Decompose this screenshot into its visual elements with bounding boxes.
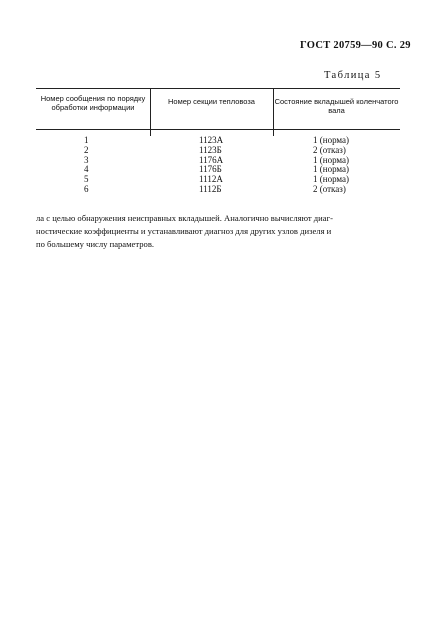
column-header-bearing-state: Состояние вкладышей коленчатого вала [274, 97, 399, 115]
cell-section-number: 1112А [199, 174, 223, 185]
table-header-rule [36, 129, 400, 130]
cell-message-number: 1 [84, 135, 89, 145]
paragraph-line: ностические коэффициенты и устанавливают диагноз для других узлов дизеля и [36, 226, 332, 236]
cell-bearing-state: 1 (норма) [313, 174, 350, 185]
column-header-message-number: Номер сообщения по порядку обработки информации [40, 94, 146, 112]
paragraph-line: по большему числу параметров. [36, 239, 155, 249]
cell-message-number: 5 [84, 174, 89, 185]
table-row [36, 185, 400, 195]
cell-bearing-state: 1 (норма) [313, 135, 350, 145]
data-table [36, 88, 400, 202]
table-body [36, 136, 400, 195]
cell-section-number: 1123А [199, 135, 224, 145]
cell-message-number: 3 [84, 154, 89, 165]
table-top-rule [36, 88, 400, 89]
cell-message-number: 4 [84, 164, 89, 175]
cell-message-number: 6 [84, 183, 89, 194]
column-header-section-number: Номер секции тепловоза [168, 97, 255, 106]
cell-bearing-state: 2 (отказ) [313, 183, 346, 194]
cell-bearing-state: 1 (норма) [313, 154, 350, 165]
cell-section-number: 1176А [199, 154, 224, 165]
cell-section-number: 1176Б [199, 164, 222, 175]
cell-bearing-state: 1 (норма) [313, 164, 350, 175]
cell-section-number: 1123Б [199, 144, 222, 155]
paragraph-line: ла с целью обнаружения неисправных вкладышей. Аналогично вычисляют диаг- [36, 213, 333, 223]
body-paragraph [36, 212, 404, 251]
column-divider [150, 88, 151, 136]
cell-section-number: 1112Б [199, 183, 222, 194]
cell-bearing-state: 2 (отказ) [313, 144, 346, 155]
table-caption: Таблица 5 [324, 70, 382, 81]
standard-code: ГОСТ 20759—90 С. 29 [300, 40, 411, 51]
cell-message-number: 2 [84, 144, 89, 155]
